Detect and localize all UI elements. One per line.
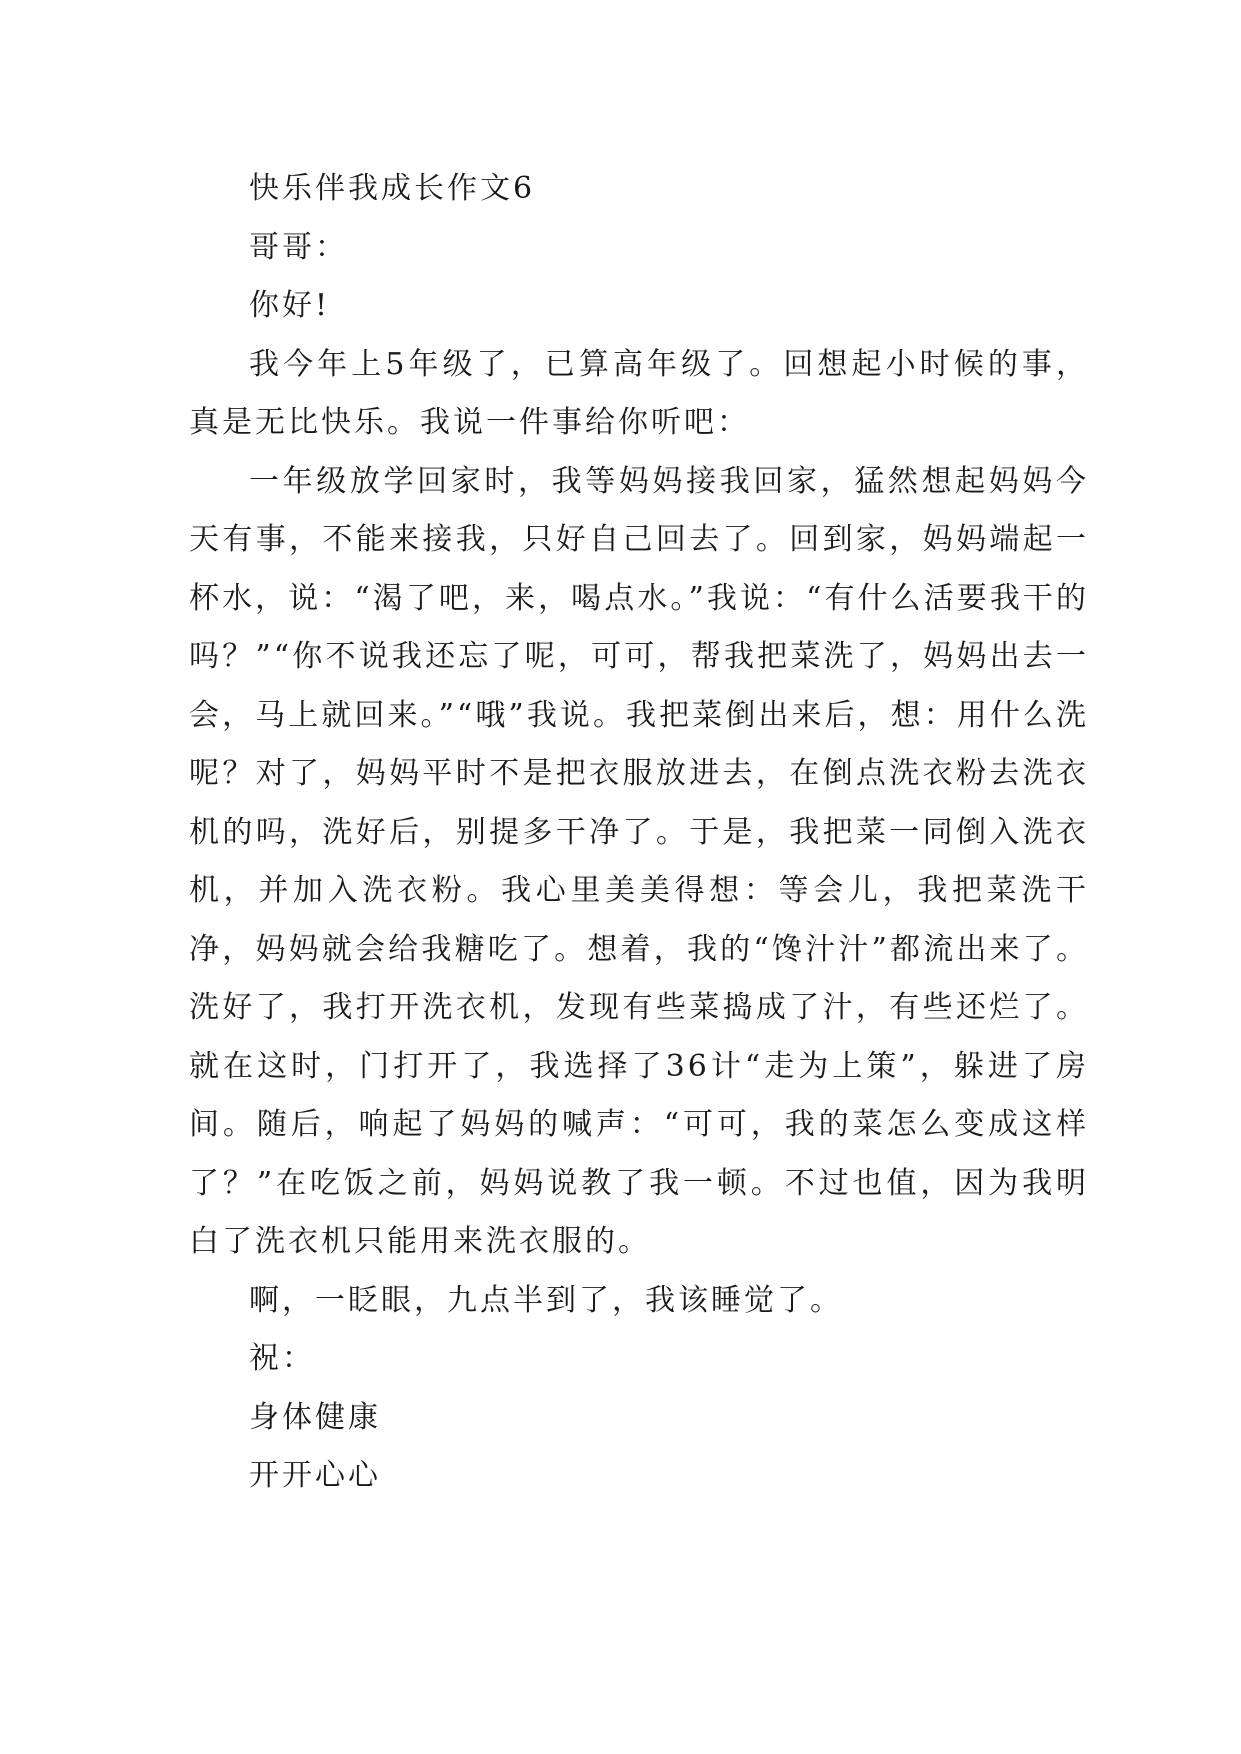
essay-title: 快乐伴我成长作文6 — [249, 171, 536, 206]
greeting-line: 哥哥： — [249, 229, 348, 265]
paragraph-ending: 啊，一眨眼，九点半到了，我该睡觉了。 — [249, 1282, 843, 1318]
wish-line-health: 身体健康 — [249, 1399, 381, 1435]
essay-body — [189, 160, 1089, 1506]
closing-line: 祝： — [249, 1341, 315, 1376]
paragraph-intro: 我今年上5年级了，已算高年级了。回想起小时候的事，真是无比快乐。我说一件事给你听吧： — [189, 346, 1089, 440]
wish-line-happy: 开开心心 — [249, 1458, 381, 1493]
paragraph-story: 一年级放学回家时，我等妈妈接我回家，猛然想起妈妈今天有事，不能来接我，只好自己回去了。回到家，妈妈端起一杯水，说：“渴了吧，来，喝点水。”我说：“有什么活要我干的吗？”“你不说我还忘了呢，可可，帮我把菜洗了，妈妈出去一会，马上就回来。”“哦”我说。我把菜倒出来后，想：用什么洗呢？对了，妈妈平时不是把衣服放进去，在倒点洗衣粉去洗衣机的吗，洗好后，别提多干净了。于是，我把菜一同倒入洗衣机，并加入洗衣粉。我心里美美得想：等会儿，我把菜洗干净，妈妈就会给我糖吃了。想着，我的“馋汁汁”都流出来了。洗好了，我打开洗衣机，发现有些菜捣成了汁，有些还烂了。就在这时，门打开了，我选择了36计“走为上策”，躲进了房间。随后，响起了妈妈的喊声：“可可，我的菜怎么变成这样了？”在吃饭之前，妈妈说教了我一顿。不过也值，因为我明白了洗衣机只能用来洗衣服的。 — [189, 463, 1089, 1259]
salutation-line: 你好! — [249, 288, 331, 323]
